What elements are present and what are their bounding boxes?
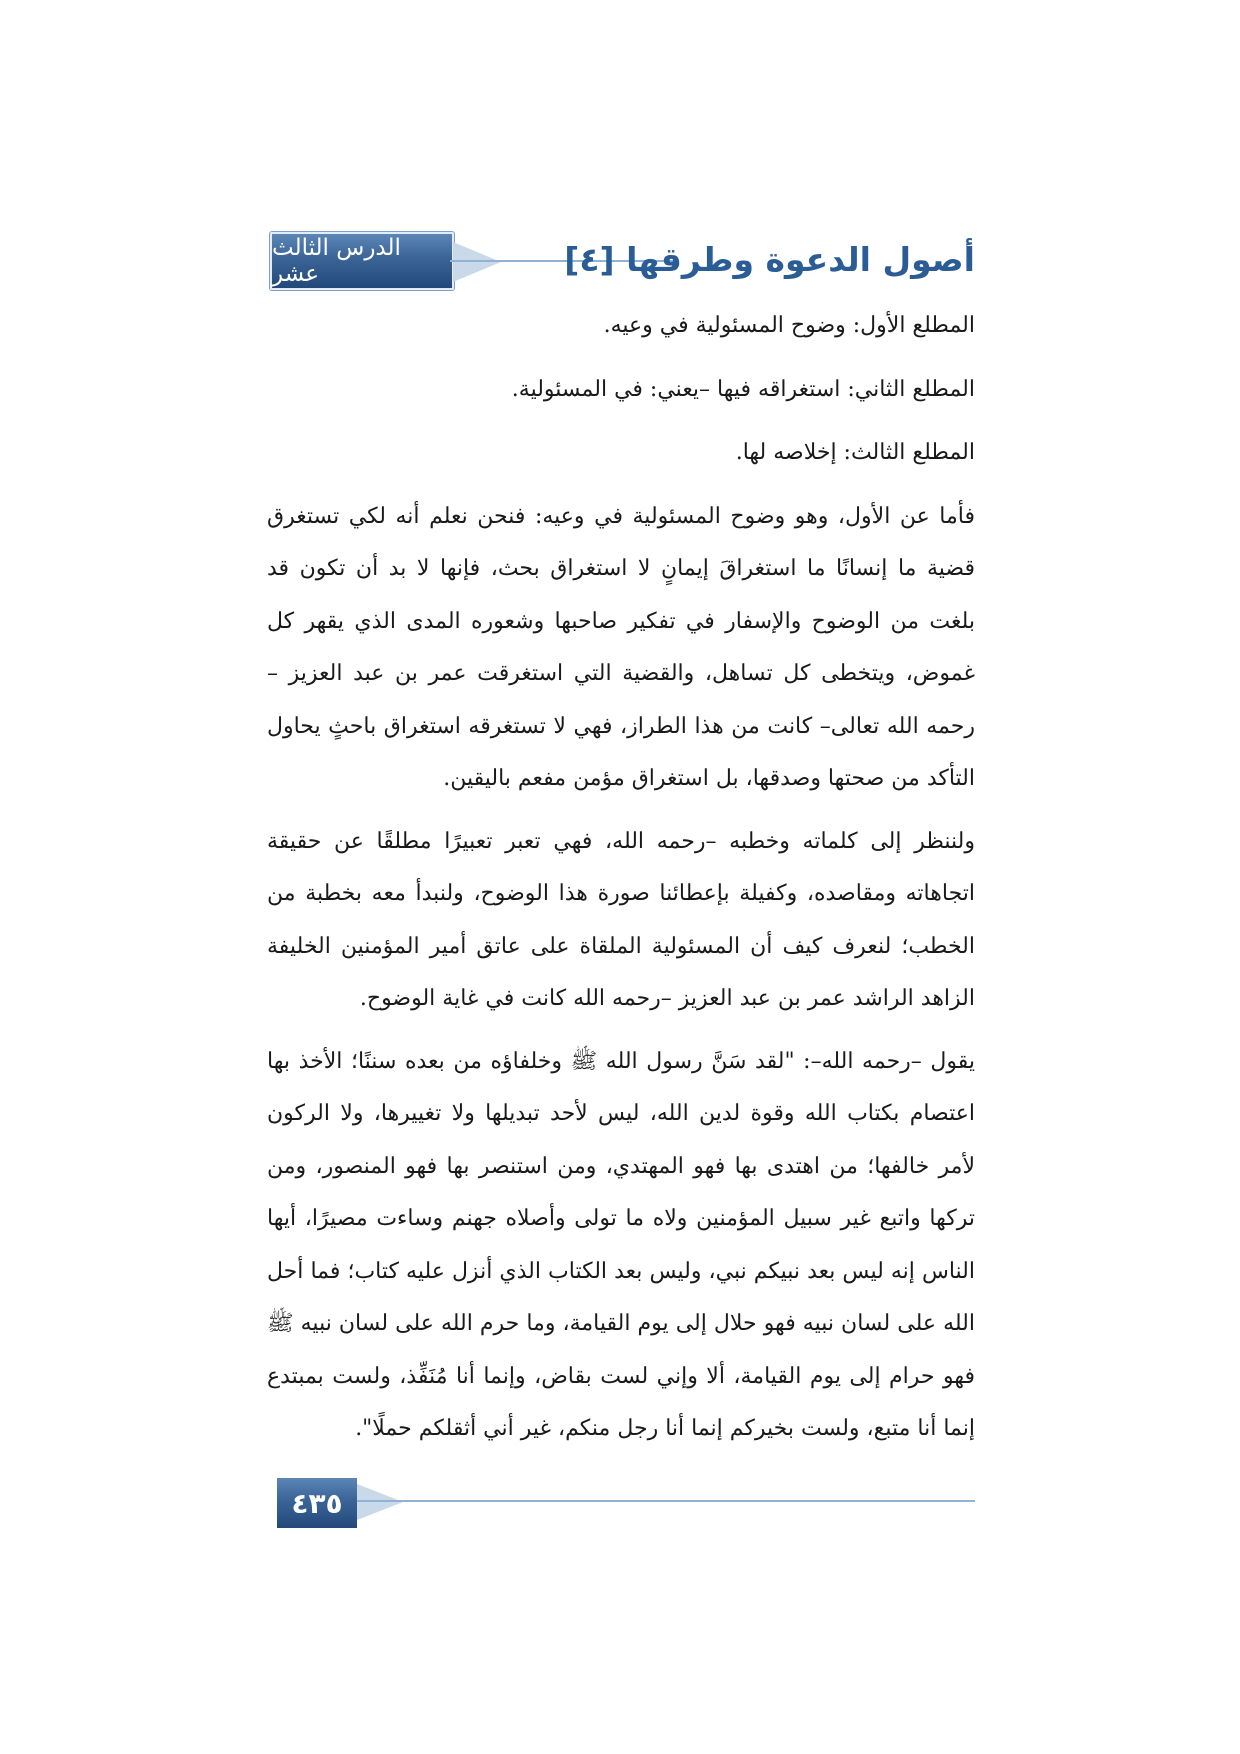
lesson-badge: [270, 232, 454, 290]
outline-item-second: المطلع الثاني: استغراقه فيها –يعني: في المسئولية.: [511, 376, 975, 402]
footer-rule: [357, 1500, 975, 1502]
outline-item-third: المطلع الثالث: إخلاصه لها.: [735, 440, 975, 465]
page-header: [270, 232, 975, 290]
book-title: أصول الدعوة وطرقها [٤]: [564, 239, 975, 279]
lesson-label: الدرس الثالث عشر: [272, 235, 401, 287]
page-number: ٤٣٥: [277, 1478, 357, 1528]
paragraph-his-speeches: ولننظر إلى كلماته وخطبه –رحمه الله، فهي تعبر تعبيرًا مطلقًا عن حقيقة اتجاهاته ومقاصده، وكفيلة بإعطائنا صورة هذا الوضوح، ولنبدأ معه بخطبة من الخطب؛ لنعرف كيف أن المسئولية الملقاة على عاتق أمير المؤمنين الخليفة الزاهد الراشد عمر بن عبد العزيز –رحمه الله كانت في غاية الوضوح.: [267, 828, 975, 1011]
outline-item-first: المطلع الأول: وضوح المسئولية في وعيه.: [603, 313, 975, 338]
header-decoration: [453, 242, 501, 282]
paragraph-sermon-quote: يقول –رحمه الله–: "لقد سَنَّ رسول الله ﷺ وخلفاؤه من بعده سننًا؛ الأخذ بها اعتصام بكتاب الله وقوة لدين الله، ليس لأحد تبديلها ولا تغييرها، ولا الركون لأمر خالفها؛ من اهتدى بها فهو المهتدي، ومن استنصر بها فهو المنصور، ومن تركها واتبع غير سبيل المؤمنين ولاه ما تولى وأصلاه جهنم وساءت مصيرًا، أيها الناس إنه ليس بعد نبيكم نبي، وليس بعد الكتاب الذي أنزل عليه كتاب؛ فما أحل الله على لسان نبيه فهو حلال إلى يوم القيامة، وما حرم الله على لسان نبيه ﷺ فهو حرام إلى يوم القيامة، ألا وإني لست بقاض، وإنما أنا مُنَفِّذ، ولست بمبتدع إنما أنا متبع، ولست بخيركم إنما أنا رجل منكم، غير أني أثقلكم حملًا".: [267, 1048, 975, 1441]
paragraph-clarity-of-responsibility: فأما عن الأول، وهو وضوح المسئولية في وعيه: فنحن نعلم أنه لكي تستغرق قضية ما إنسانًا ما استغراقَ إيمانٍ لا استغراق بحث، فإنها لا بد أن تكون قد بلغت من الوضوح والإسفار في تفكير صاحبها وشعوره المدى الذي يقهر كل غموض، ويتخطى كل تساهل، والقضية التي استغرقت عمر بن عبد العزيز –رحمه الله تعالى– كانت من هذا الطراز، فهي لا تستغرقه استغراق باحثٍ يحاول التأكد من صحتها وصدقها، بل استغراق مؤمن مفعم باليقين.: [267, 503, 975, 791]
page-body: [267, 300, 975, 1466]
footer-decoration: [357, 1484, 403, 1520]
page-footer: [277, 1478, 975, 1530]
